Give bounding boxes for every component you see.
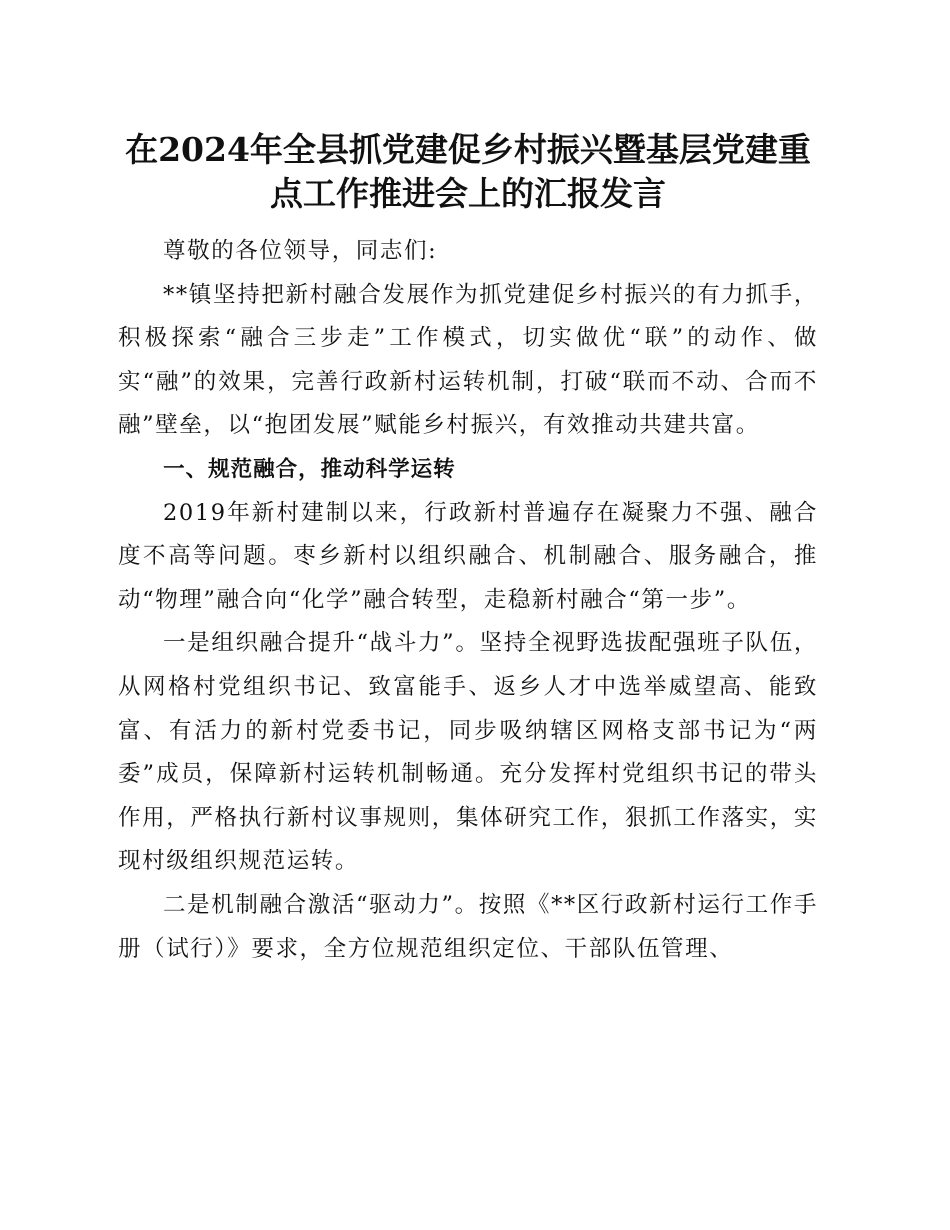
title-line-1: 在2024年全县抓党建促乡村振兴暨基层党建重 (125, 130, 811, 169)
document-page (118, 128, 818, 971)
point-1-paragraph: 一是组织融合提升“战斗力”。坚持全视野选拔配强班子队伍，从网格村党组织书记、致富能手、返乡人才中选举威望高、能致富、有活力的新村党委书记，同步吸纳辖区网格支部书记为“两委”成员，保障新村运转机制畅通。充分发挥村党组织书记的带头作用，严格执行新村议事规则，集体研究工作，狠抓工作落实，实现村级组织规范运转。 (118, 630, 818, 875)
intro-paragraph: **镇坚持把新村融合发展作为抓党建促乡村振兴的有力抓手，积极探索“融合三步走”工作模式，切实做优“联”的动作、做实“融”的效果，完善行政新村运转机制，打破“联而不动、合而不融”壁垒，以“抱团发展”赋能乡村振兴，有效推动共建共富。 (118, 281, 818, 439)
salutation: 尊敬的各位领导，同志们: (163, 238, 438, 264)
document-title (96, 128, 840, 216)
title-line-2: 点工作推进会上的汇报发言 (270, 174, 666, 213)
section-1-heading: 一、规范融合，推动科学运转 (163, 456, 456, 482)
section-1-paragraph: 2019年新村建制以来，行政新村普遍存在凝聚力不强、融合度不高等问题。枣乡新村以组织融合、机制融合、服务融合，推动“物理”融合向“化学”融合转型，走稳新村融合“第一步”。 (118, 499, 818, 613)
point-2-paragraph: 二是机制融合激活“驱动力”。按照《**区行政新村运行工作手册（试行）》要求，全方位规范组织定位、干部队伍管理、 (118, 891, 818, 962)
